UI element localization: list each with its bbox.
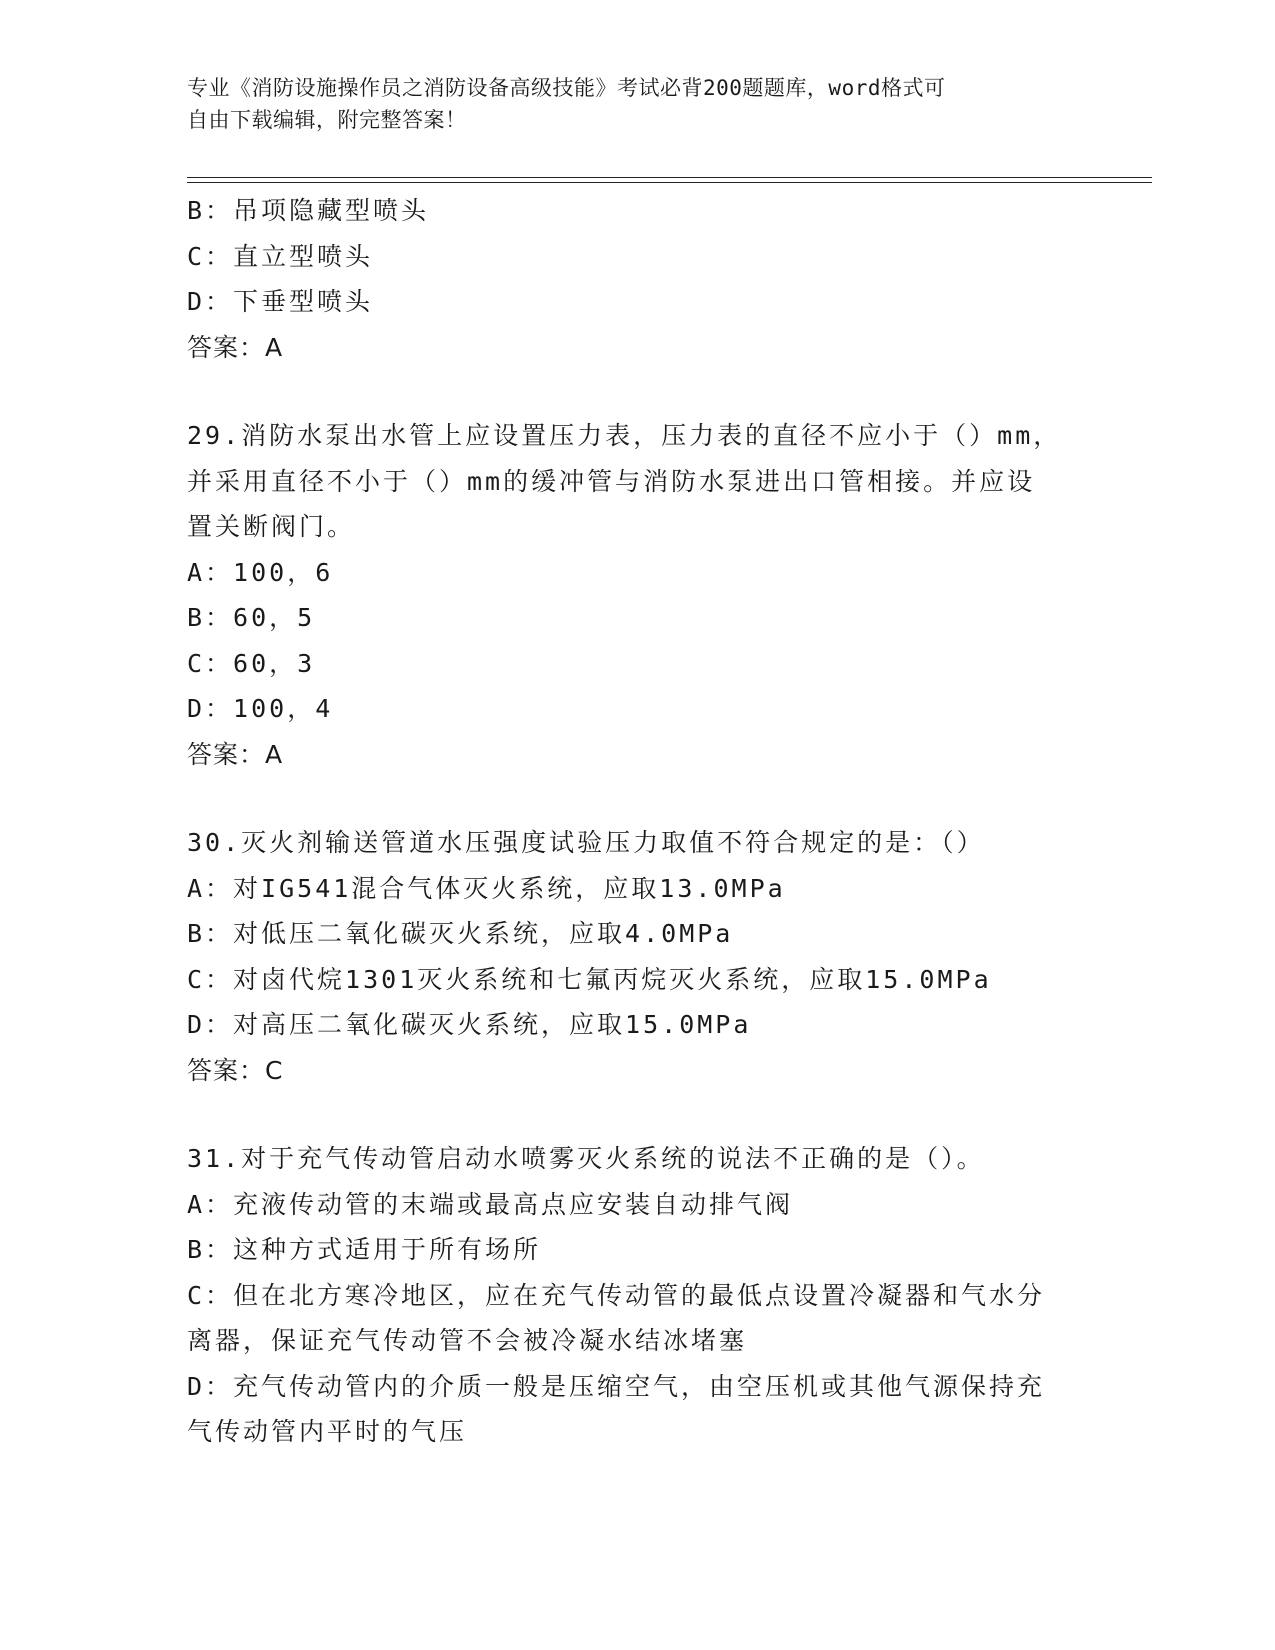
header-line-2: 自由下载编辑，附完整答案！: [187, 108, 467, 132]
option-c-continued: 离器，保证充气传动管不会被冷凝水结冰堵塞: [187, 1326, 748, 1355]
option-c: C：但在北方寒冷地区，应在充气传动管的最低点设置冷凝器和气水分: [187, 1280, 1046, 1310]
answer-label: 答案：A: [187, 739, 284, 769]
option-d-continued: 气传动管内平时的气压: [187, 1417, 468, 1446]
option-b: B：这种方式适用于所有场所: [187, 1235, 542, 1264]
option-c: C：直立型喷头: [187, 241, 374, 271]
question-29: [187, 413, 1067, 777]
header-divider-bottom: [187, 182, 1152, 183]
option-c: C：60，3: [187, 648, 316, 678]
option-b: B：对低压二氧化碳灭火系统，应取4.0MPa: [187, 919, 734, 948]
spacer: [187, 1093, 1067, 1136]
answer-label: 答案：A: [187, 332, 284, 362]
question-stem: 30.灭火剂输送管道水压强度试验压力取值不符合规定的是：（）: [187, 828, 985, 857]
question-30: [187, 820, 1067, 1093]
option-a: A：充液传动管的末端或最高点应安装自动排气阀: [187, 1189, 794, 1219]
header-line-1: 专业《消防设施操作员之消防设备高级技能》考试必背200题题库，word格式可: [187, 76, 946, 100]
option-b: B：60，5: [187, 603, 316, 632]
header-divider-top: [187, 177, 1152, 178]
option-a: A：100，6: [187, 557, 334, 587]
question-28-tail: [187, 188, 1067, 370]
option-d: D：下垂型喷头: [187, 287, 374, 316]
question-31: [187, 1136, 1067, 1455]
option-d: D：100，4: [187, 694, 334, 723]
question-stem: 31.对于充气传动管启动水喷雾灭火系统的说法不正确的是（）。: [187, 1144, 985, 1173]
answer-label: 答案：C: [187, 1055, 284, 1085]
question-stem: 并采用直径不小于（）mm的缓冲管与消防水泵进出口管相接。并应设: [187, 466, 1036, 496]
question-list: [187, 188, 1067, 1455]
question-stem: 置关断阀门。: [187, 512, 356, 541]
option-d: D：充气传动管内的介质一般是压缩空气，由空压机或其他气源保持充: [187, 1371, 1046, 1401]
document-header: [187, 72, 1067, 136]
question-stem: 29.消防水泵出水管上应设置压力表，压力表的直径不应小于（）mm，: [187, 421, 1062, 450]
option-c: C：对卤代烷1301灭火系统和七氟丙烷灭火系统，应取15.0MPa: [187, 964, 992, 994]
spacer: [187, 777, 1067, 820]
option-b: B：吊项隐藏型喷头: [187, 196, 430, 225]
option-a: A：对IG541混合气体灭火系统，应取13.0MPa: [187, 873, 786, 903]
option-d: D：对高压二氧化碳灭火系统，应取15.0MPa: [187, 1010, 752, 1039]
spacer: [187, 370, 1067, 413]
